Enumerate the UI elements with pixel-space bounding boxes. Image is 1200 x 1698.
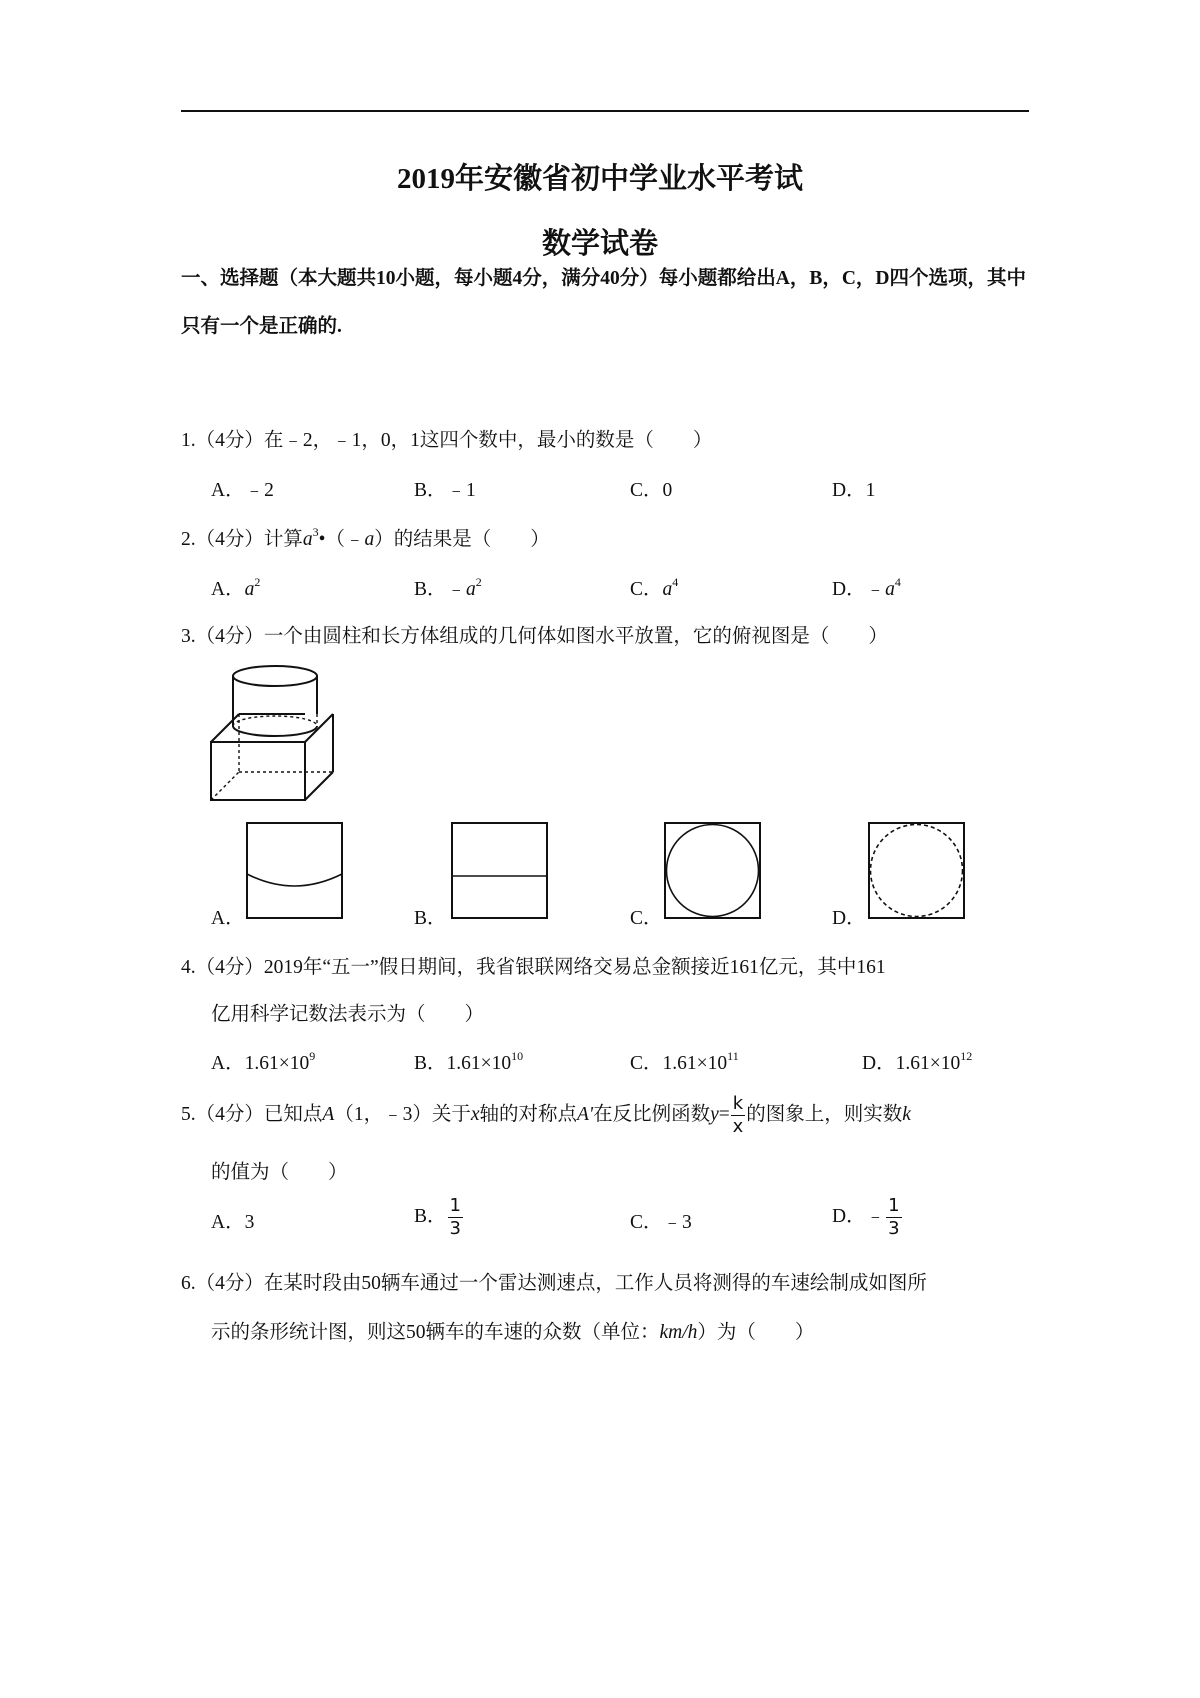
- question-2-stem: 2.（4分）计算$a^3•(﹣a)$的结果是（ ）: [181, 525, 550, 550]
- q5-option-a: A．3: [211, 1212, 255, 1233]
- q4-option-d: D．$1.61\times 10^{12}$: [862, 1049, 973, 1074]
- q4-option-a: A．$1.61\times 10^9$: [211, 1049, 316, 1074]
- exam-subtitle: 数学试卷: [541, 228, 658, 260]
- question-3-stem: 3.（4分）一个由圆柱和长方体组成的几何体如图水平放置，它的俯视图是（ ）: [181, 626, 888, 647]
- question-5-stem-line1: 5.（4分）已知点A（1，﹣3）关于x轴的对称点A'在反比例函数y= $\frac{k}{x}$ 的图象上，则实数k: [181, 1093, 911, 1138]
- q4-option-c: C．$1.61\times 10^{11}$: [630, 1049, 739, 1074]
- q3-option-c-figure: [664, 822, 761, 919]
- question-6-stem-line2: 示的条形统计图，则这50辆车的车速的众数（单位：km/h）为（ ）: [211, 1322, 815, 1343]
- q1-option-c: C．0: [630, 480, 673, 501]
- question-4-stem-line1: 4.（4分）2019年“五一”假日期间，我省银联网络交易总金额接近161亿元，其中161: [181, 957, 886, 978]
- q5-option-d: D．﹣ $\frac{1}{3}$: [832, 1195, 900, 1240]
- q2-option-b: B．$﹣a^2$: [414, 575, 482, 600]
- question-4-stem-line2: 亿用科学记数法表示为（ ）: [211, 1004, 485, 1025]
- q3-option-d-figure: [868, 822, 965, 919]
- q2-option-d: D．$﹣a^4$: [832, 575, 901, 600]
- q3-option-b-figure: [451, 822, 548, 919]
- q1-option-a: A．﹣2: [211, 480, 274, 501]
- q3-option-c-label: C．: [630, 908, 663, 929]
- exam-title: 2019年安徽省初中学业水平考试: [396, 163, 803, 195]
- question-5-stem-line2: 的值为（ ）: [211, 1162, 348, 1183]
- question-1-stem: 1.（4分）在﹣2，﹣1，0，1这四个数中，最小的数是（ ）: [181, 430, 713, 451]
- q3-option-d-label: D．: [832, 908, 866, 929]
- q3-option-b-label: B．: [414, 908, 447, 929]
- q1-option-b: B．﹣1: [414, 480, 476, 501]
- q3-solid-figure: [205, 664, 345, 804]
- q2-option-c: C．$a^4$: [630, 575, 679, 600]
- q3-option-a-figure: [246, 822, 343, 919]
- question-6-stem-line1: 6.（4分）在某时段由50辆车通过一个雷达测速点，工作人员将测得的车速绘制成如图所: [181, 1273, 927, 1294]
- q4-option-b: B．$1.61\times 10^{10}$: [414, 1049, 524, 1074]
- top-rule: [181, 110, 1029, 112]
- q2-option-a: A．$a^2$: [211, 575, 261, 600]
- q5-option-c: C．﹣3: [630, 1212, 692, 1233]
- q5-option-b: B． $\frac{1}{3}$: [414, 1195, 461, 1240]
- q5-fraction-k-over-x: $\frac{k}{x}$: [732, 1093, 744, 1138]
- q3-option-a-label: A．: [211, 908, 245, 929]
- q1-option-d: D．1: [832, 480, 876, 501]
- section-heading: 一、选择题（本大题共10小题，每小题4分，满分40分）每小题都给出A，B，C，D四个选项，其中只有一个是正确的.: [181, 268, 1027, 337]
